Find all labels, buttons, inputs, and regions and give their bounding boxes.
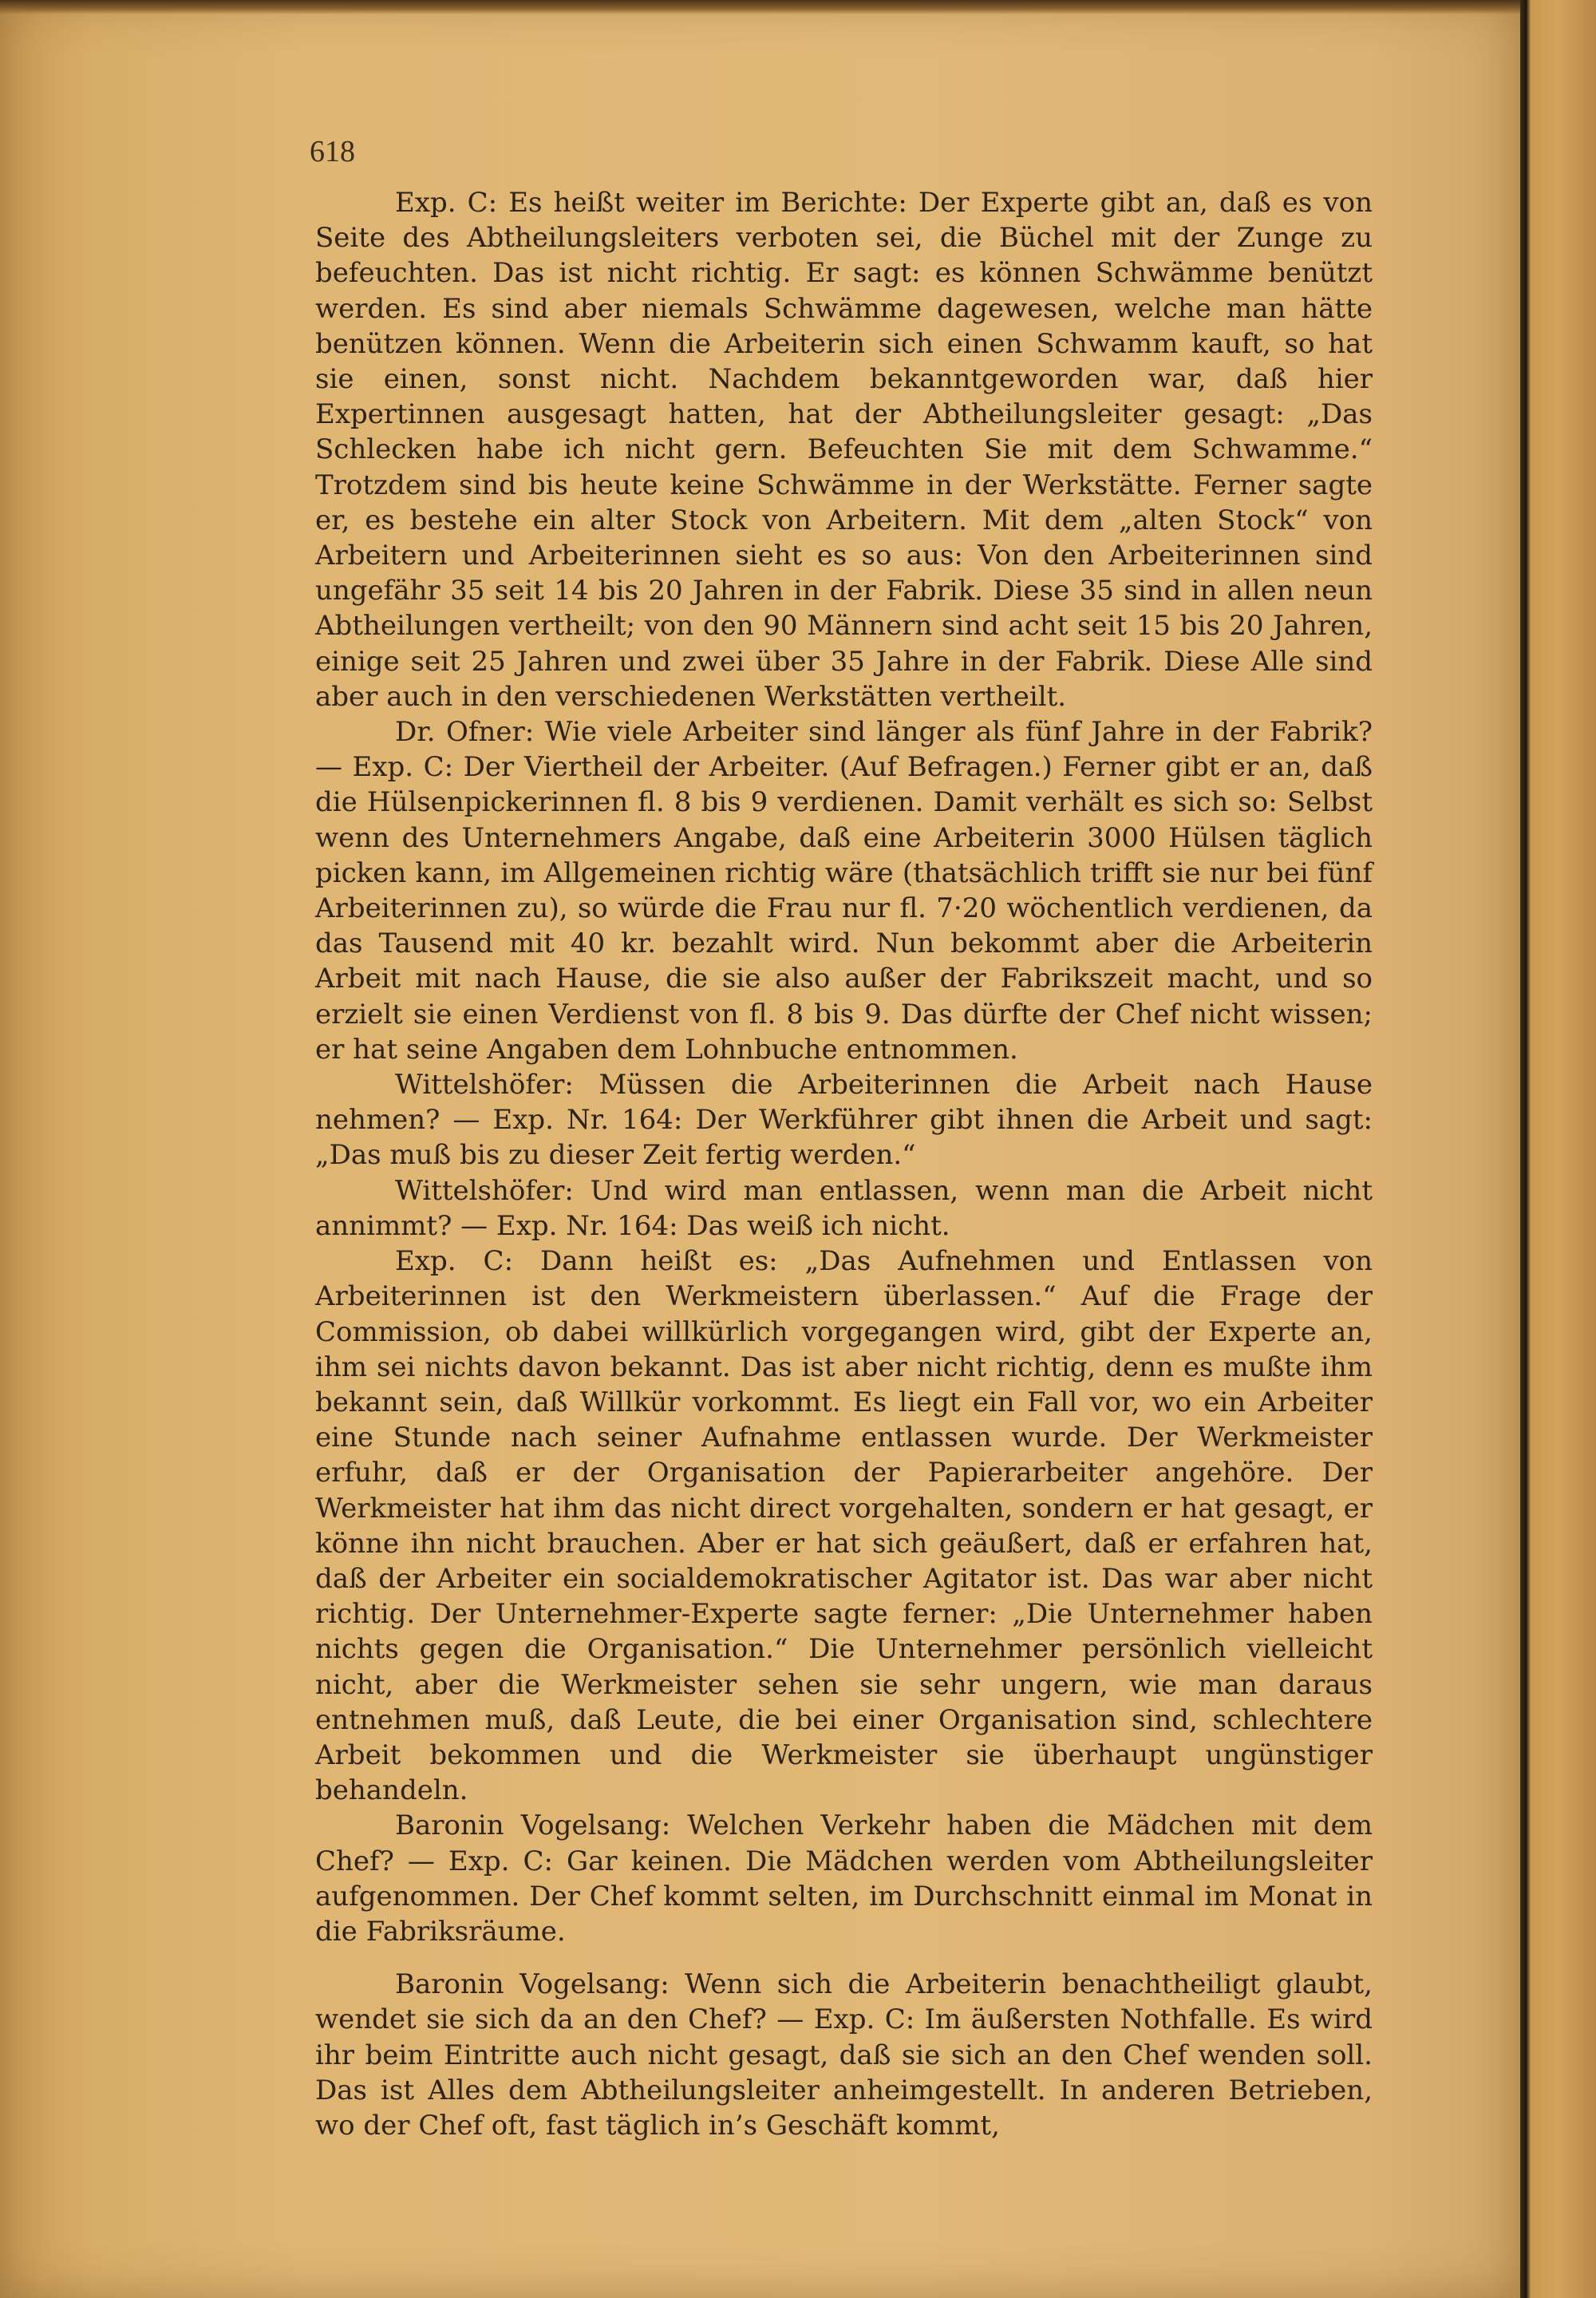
paragraph-1: Exp. C: Es heißt weiter im Berichte: Der Experte gibt an, daß es von Seite des Abtheilungsleiters verboten sei, die Büchel mit der Zunge zu befeuchten. Das ist nicht richtig. Er sagt: es können Schwämme benützt werden. Es sind aber niemals Schwämme dagewesen, welche man hätte benützen können. Wenn die Arbeiterin sich einen Schwamm kauft, so hat sie einen, sonst nicht. Nachdem bekanntgeworden war, daß hier Expertinnen ausgesagt hatten, hat der Abtheilungsleiter gesagt: „Das Schlecken habe ich nicht gern. Befeuchten Sie mit dem Schwamme.“ Trotzdem sind bis heute keine Schwämme in der Werkstätte. Ferner sagte er, es bestehe ein alter Stock von Arbeitern. Mit dem „alten Stock“ von Arbeitern und Arbeiterinnen sieht es so aus: Von den Arbeiterinnen sind ungefähr 35 seit 14 bis 20 Jahren in der Fabrik. Diese 35 sind in allen neun Abtheilungen vertheilt; von den 90 Männern sind acht seit 15 bis 20 Jahren, einige seit 25 Jahren und zwei über 35 Jahre in der Fabrik. Diese Alle sind aber auch in den verschiedenen Werkstätten vertheilt. [315, 187, 1373, 713]
paragraph-7: Baronin Vogelsang: Wenn sich die Arbeiterin benachtheiligt glaubt, wendet sie sich da an den Chef? — Exp. C: Im äußersten Nothfalle. Es wird ihr beim Eintritte auch nicht gesagt, daß sie sich an den Chef wenden soll. Das ist Alles dem Abtheilungsleiter anheimgestellt. In anderen Betrieben, wo der Chef oft, fast täglich in’s Geschäft kommt, [315, 1968, 1373, 2142]
paragraph-2: Dr. Ofner: Wie viele Arbeiter sind länger als fünf Jahre in der Fabrik? — Exp. C: Der Viertheil der Arbeiter. (Auf Befragen.) Ferner gibt er an, daß die Hülsenpickerinnen fl. 8 bis 9 verdienen. Damit verhält es sich so: Selbst wenn des Unternehmers Angabe, daß eine Arbeiterin 3000 Hülsen täglich picken kann, im Allgemeinen richtig wäre (thatsächlich trifft sie nur bei fünf Arbeiterinnen zu), so würde die Frau nur fl. 7·20 wöchentlich verdienen, da das Tausend mit 40 kr. bezahlt wird. Nun bekommt aber die Arbeiterin Arbeit mit nach Hause, die sie also außer der Fabrikszeit macht, und so erzielt sie einen Verdienst von fl. 8 bis 9. Das dürfte der Chef nicht wissen; er hat seine Angaben dem Lohnbuche entnommen. [315, 716, 1373, 1066]
body-text [315, 185, 1373, 2143]
paragraph-5: Exp. C: Dann heißt es: „Das Aufnehmen und Entlassen von Arbeiterinnen ist den Werkmeistern überlassen.“ Auf die Frage der Commission, ob dabei willkürlich vorgegangen wird, gibt der Experte an, ihm sei nichts davon bekannt. Das ist aber nicht richtig, denn es mußte ihm bekannt sein, daß Willkür vorkommt. Es liegt ein Fall vor, wo ein Arbeiter eine Stunde nach seiner Aufnahme entlassen wurde. Der Werkmeister erfuhr, daß er der Organisation der Papierarbeiter angehöre. Der Werkmeister hat ihm das nicht direct vorgehalten, sondern er hat gesagt, er könne ihn nicht brauchen. Aber er hat sich geäußert, daß er erfahren hat, daß der Arbeiter ein socialdemokratischer Agitator ist. Das war aber nicht richtig. Der Unternehmer-Experte sagte ferner: „Die Unternehmer haben nichts gegen die Organisation.“ Die Unternehmer persönlich vielleicht nicht, aber die Werkmeister sehen sie sehr ungern, wie man daraus entnehmen muß, daß Leute, die bei einer Organisation sind, schlechtere Arbeit bekommen und die Werkmeister sie überhaupt ungünstiger behandeln. [315, 1245, 1373, 1807]
paragraph-3: Wittelshöfer: Müssen die Arbeiterinnen die Arbeit nach Hause nehmen? — Exp. Nr. 164: Der Werkführer gibt ihnen die Arbeit und sagt: „Das muß bis zu dieser Zeit fertig werden.“ [315, 1069, 1373, 1172]
page-number: 618 [310, 135, 355, 168]
paragraph-4: Wittelshöfer: Und wird man entlassen, wenn man die Arbeit nicht annimmt? — Exp. Nr. 164: Das weiß ich nicht. [315, 1174, 1373, 1242]
paragraph-6: Baronin Vogelsang: Welchen Verkehr haben die Mädchen mit dem Chef? — Exp. C: Gar keinen. Die Mädchen werden vom Abtheilungsleiter aufgenommen. Der Chef kommt selten, im Durchschnitt einmal im Monat in die Fabriksräume. [315, 1810, 1373, 1948]
book-spine-edge [1520, 0, 1596, 2298]
page-top-edge [0, 0, 1520, 14]
